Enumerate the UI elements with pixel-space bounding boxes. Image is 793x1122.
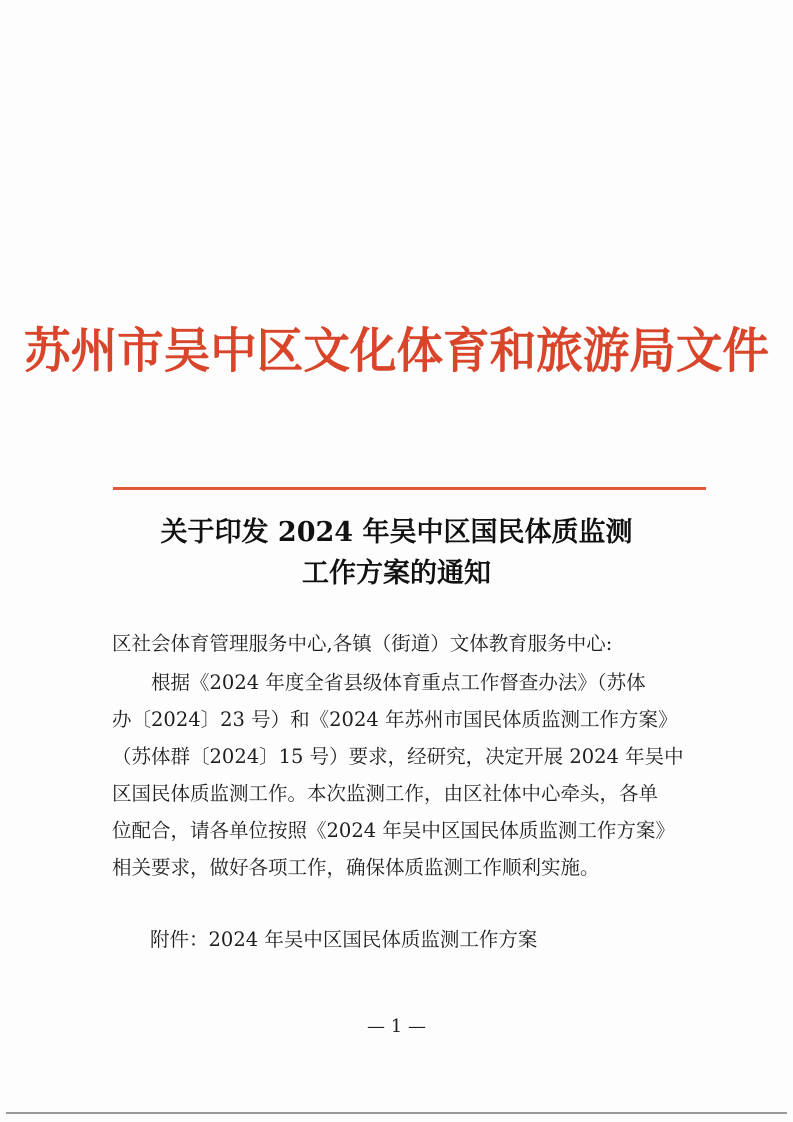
scan-edge-line (6, 1112, 787, 1114)
paragraph-line: 根据《2024 年度全省县级体育重点工作督查办法》（苏体 (151, 671, 646, 694)
paragraph-line: 区国民体质监测工作。本次监测工作，由区社体中心牵头，各单 (112, 782, 659, 805)
red-divider-line (113, 487, 706, 490)
paragraph-line: 办〔2024〕23 号）和《2024 年苏州市国民体质监测工作方案》 (112, 708, 678, 731)
paragraph-line: 相关要求，做好各项工作，确保体质监测工作顺利实施。 (112, 856, 600, 879)
attachment-note: 附件：2024 年吴中区国民体质监测工作方案 (150, 928, 538, 951)
issuer-header: 苏州市吴中区文化体育和旅游局文件 (24, 323, 769, 379)
page-number: — 1 — (367, 1016, 426, 1037)
paragraph-line: 位配合，请各单位按照《2024 年吴中区国民体质监测工作方案》 (112, 819, 675, 842)
body-paragraph (112, 664, 712, 886)
addressee: 区社会体育管理服务中心,各镇（街道）文体教育服务中心: (112, 632, 613, 655)
document-title-line-1: 关于印发 2024 年吴中区国民体质监测 (160, 517, 633, 548)
paragraph-line: （苏体群〔2024〕15 号）要求，经研究，决定开展 2024 年吴中 (112, 745, 684, 768)
document-title-line-2: 工作方案的通知 (302, 558, 491, 589)
